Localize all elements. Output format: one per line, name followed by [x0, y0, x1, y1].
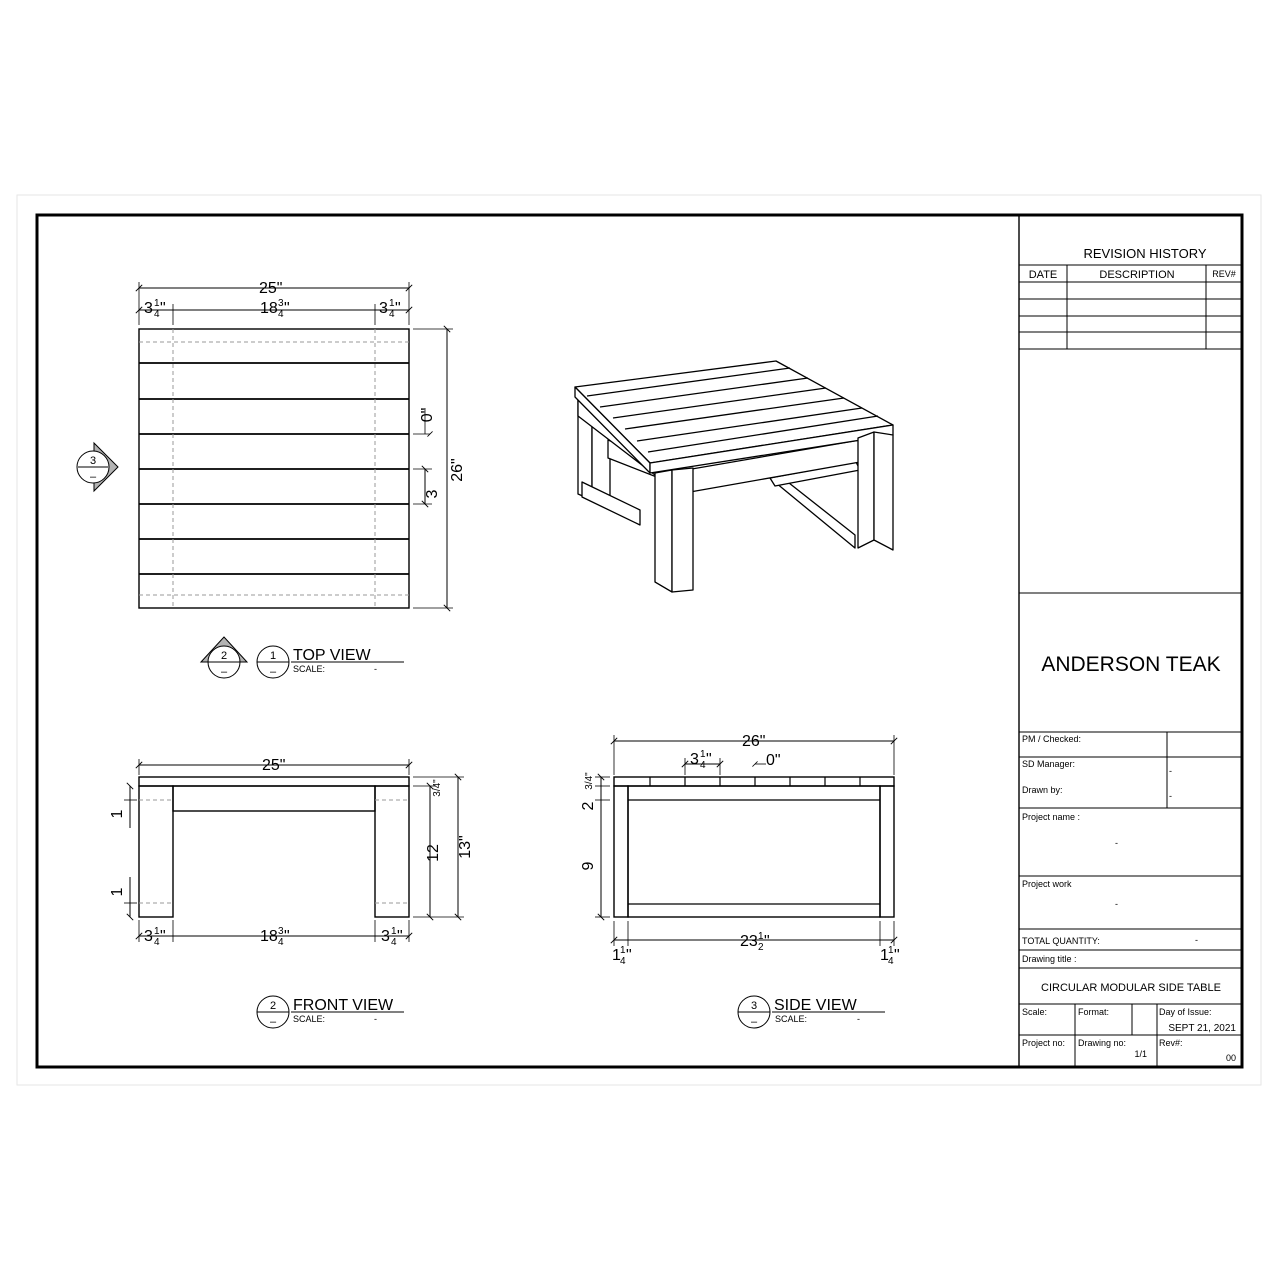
svg-text:DESCRIPTION: DESCRIPTION [1099, 269, 1175, 281]
svg-text:Rev#:: Rev#: [1159, 1038, 1183, 1048]
svg-text:-: - [374, 664, 377, 674]
svg-text:1: 1 [391, 926, 397, 937]
svg-text:3: 3 [89, 455, 97, 467]
svg-text:4: 4 [278, 309, 284, 320]
front-view-title [257, 996, 404, 1028]
svg-text:Project no:: Project no: [1022, 1038, 1066, 1048]
svg-text:1: 1 [620, 945, 626, 956]
svg-text:–: – [220, 666, 228, 678]
svg-text:–: – [750, 1016, 758, 1028]
side-view [595, 735, 894, 946]
svg-text:2: 2 [269, 1000, 277, 1012]
title-block-text [1022, 246, 1236, 1063]
front-view-label: FRONT VIEW [293, 997, 394, 1014]
svg-text:Drawing no:: Drawing no: [1078, 1038, 1127, 1048]
isometric-view [575, 361, 893, 592]
front-apron [173, 786, 375, 811]
svg-text:": " [284, 300, 290, 317]
dim-top-mid: 18 [260, 300, 278, 317]
svg-text:1: 1 [154, 926, 160, 937]
svg-text:Project work: Project work [1022, 879, 1072, 889]
dim-top-gap: 0" [419, 407, 436, 423]
svg-text:-: - [1169, 791, 1172, 801]
side-view-title [738, 996, 885, 1028]
svg-text:Format:: Format: [1078, 1007, 1110, 1017]
svg-text:TOTAL QUANTITY:: TOTAL QUANTITY: [1022, 936, 1100, 946]
top-view-label: TOP VIEW [293, 647, 371, 664]
dim-side-right: 1 [880, 947, 889, 964]
svg-text:-: - [1115, 838, 1118, 848]
front-right-leg [375, 786, 409, 917]
dim-side-top: 3/4" [584, 772, 595, 790]
svg-text:4: 4 [278, 937, 284, 948]
svg-text:Scale:: Scale: [1022, 1007, 1048, 1017]
svg-text:4: 4 [620, 956, 626, 967]
section-marker-left [77, 443, 118, 491]
svg-text:-: - [857, 1014, 860, 1024]
dim-side-left: 1 [612, 947, 621, 964]
dim-side-mid: 23 [740, 933, 758, 950]
drawing-title: CIRCULAR MODULAR SIDE TABLE [1041, 982, 1221, 994]
svg-text:-: - [1169, 766, 1172, 776]
svg-text:–: – [269, 666, 277, 678]
svg-text:1: 1 [154, 298, 160, 309]
dim-front-apron: 1 [109, 809, 126, 819]
svg-text:": " [160, 928, 166, 945]
svg-text:SCALE:: SCALE: [293, 1014, 326, 1024]
svg-text:": " [894, 947, 900, 964]
dim-side-panel: 9 [580, 861, 597, 871]
dim-front-foot: 1 [109, 887, 126, 897]
svg-text:4: 4 [700, 760, 706, 771]
svg-text:00: 00 [1225, 1053, 1236, 1063]
svg-text:–: – [269, 1016, 277, 1028]
issue-date: SEPT 21, 2021 [1168, 1023, 1236, 1034]
svg-text:-: - [374, 1014, 377, 1024]
revision-history-heading: REVISION HISTORY [1083, 246, 1207, 261]
top-view-dims [144, 280, 466, 498]
svg-text:4: 4 [391, 937, 397, 948]
svg-text:-: - [1115, 899, 1118, 909]
dim-front-width: 25" [262, 757, 286, 774]
dim-front-height: 13" [457, 835, 474, 859]
svg-text:-: - [1195, 935, 1198, 945]
svg-text:1: 1 [389, 298, 395, 309]
svg-text:1: 1 [700, 749, 706, 760]
company-name: ANDERSON TEAK [1041, 653, 1221, 676]
front-left-leg [139, 786, 173, 917]
dim-side-apron: 2 [580, 801, 597, 811]
svg-text:4: 4 [154, 309, 160, 320]
side-tabletop [614, 777, 894, 786]
svg-text:Drawing title :: Drawing title : [1022, 954, 1077, 964]
svg-text:3: 3 [750, 1000, 758, 1012]
svg-text:4: 4 [154, 937, 160, 948]
svg-text:SCALE:: SCALE: [293, 664, 326, 674]
svg-text:REV#: REV# [1212, 269, 1236, 279]
dim-top-right: 3 [379, 300, 388, 317]
svg-text:Day of Issue:: Day of Issue: [1159, 1007, 1212, 1017]
top-view [139, 282, 453, 608]
dim-front-top-thk: 3/4" [432, 779, 443, 797]
svg-text:4: 4 [888, 956, 894, 967]
svg-text:3: 3 [278, 298, 284, 309]
dim-front-mid: 18 [260, 928, 278, 945]
dim-side-slat: 3 [690, 751, 699, 768]
side-view-label: SIDE VIEW [774, 997, 857, 1014]
front-view [124, 759, 464, 942]
svg-text:2: 2 [758, 942, 764, 953]
front-tabletop [139, 777, 409, 786]
side-panel [628, 786, 880, 917]
svg-text:1: 1 [888, 945, 894, 956]
svg-text:–: – [89, 471, 97, 483]
dim-top-width: 25" [259, 280, 283, 297]
svg-text:SD Manager:: SD Manager: [1022, 759, 1076, 769]
dim-top-left: 3 [144, 300, 153, 317]
dim-front-left: 3 [144, 928, 153, 945]
svg-text:": " [706, 751, 712, 768]
dim-top-depth: 26" [449, 458, 466, 482]
svg-text:": " [284, 928, 290, 945]
svg-text:1: 1 [758, 931, 764, 942]
dim-front-leg: 12 [425, 844, 442, 862]
svg-text:": " [160, 300, 166, 317]
top-view-title [201, 637, 404, 678]
svg-text:SCALE:: SCALE: [775, 1014, 808, 1024]
svg-text:1: 1 [269, 650, 277, 662]
dim-side-gap: 0" [766, 752, 781, 769]
svg-text:": " [397, 928, 403, 945]
svg-text:PM / Checked:: PM / Checked: [1022, 734, 1082, 744]
svg-text:3: 3 [278, 926, 284, 937]
svg-text:DATE: DATE [1028, 269, 1058, 281]
svg-text:4: 4 [389, 309, 395, 320]
svg-text:": " [764, 933, 770, 950]
svg-text:": " [626, 947, 632, 964]
dim-top-slat: 3 [424, 489, 441, 499]
svg-text:2: 2 [220, 650, 228, 662]
svg-text:": " [395, 300, 401, 317]
svg-text:Project name :: Project name : [1022, 812, 1081, 822]
svg-text:1/1: 1/1 [1134, 1049, 1147, 1059]
svg-text:Drawn by:: Drawn by: [1022, 785, 1063, 795]
dim-side-width: 26" [742, 733, 766, 750]
dim-front-right: 3 [381, 928, 390, 945]
